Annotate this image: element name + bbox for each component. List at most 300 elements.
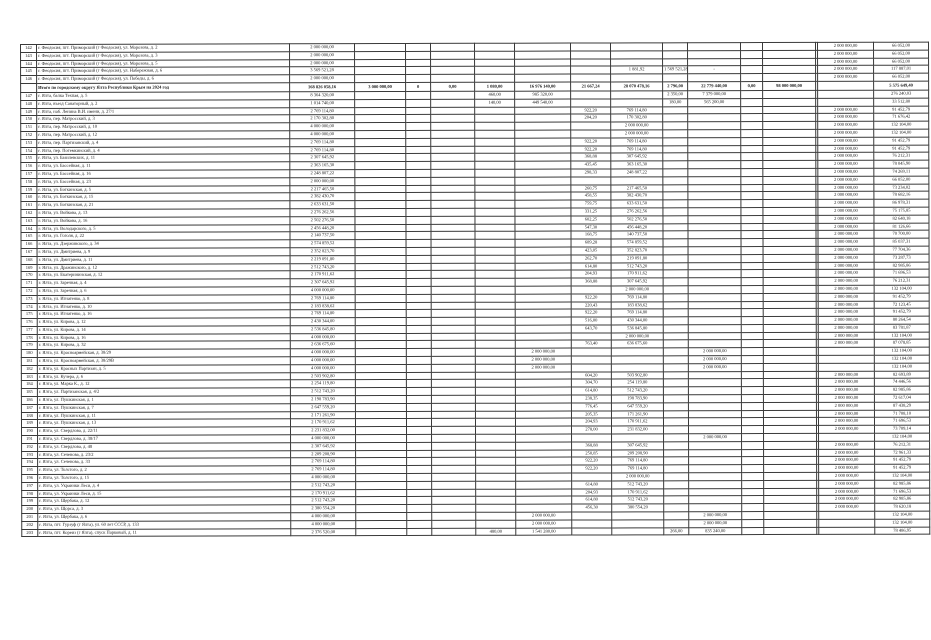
value-cell — [475, 59, 515, 67]
row-number: 148 — [21, 100, 37, 108]
value-cell — [406, 201, 431, 209]
value-cell: 2 000 000,00 — [612, 473, 664, 481]
value-cell — [763, 231, 816, 239]
value-cell — [475, 372, 515, 380]
value-cell: 922,20 — [571, 107, 611, 115]
value-cell — [741, 74, 763, 82]
value-cell — [355, 349, 406, 357]
value-cell: 5 575 649,40 — [874, 81, 929, 90]
value-cell — [355, 247, 406, 255]
value-cell: 2 000 000,00 — [818, 254, 874, 262]
value-cell — [663, 169, 688, 177]
value-cell: 2 000 000,00 — [818, 66, 874, 74]
value-cell: 82 693,89 — [874, 371, 929, 379]
value-cell — [689, 441, 742, 449]
value-cell: 298,33 — [571, 169, 611, 177]
value-cell: 2 536 845,80 — [290, 326, 355, 334]
row-number: 194 — [22, 459, 38, 467]
value-cell — [742, 488, 764, 496]
value-cell — [406, 247, 431, 255]
value-cell — [355, 201, 406, 209]
value-cell: 2 000 000,00 — [818, 309, 874, 317]
value-cell: 4 000 000,00 — [290, 123, 355, 131]
value-cell: 2 000 000,00 — [818, 192, 874, 200]
value-cell — [432, 528, 476, 536]
value-cell — [355, 75, 406, 83]
value-cell: 769 114,80 — [611, 138, 663, 146]
value-cell — [763, 387, 816, 395]
value-cell — [741, 387, 763, 395]
value-cell: 91 452,79 — [874, 293, 929, 301]
value-cell — [664, 520, 689, 528]
value-cell — [476, 442, 516, 450]
address-cell: г. Ялта, ул. Свердлова, д. 38/17 — [38, 435, 291, 443]
value-cell — [741, 301, 763, 309]
value-cell: 4 000 000,00 — [290, 131, 355, 139]
value-cell — [431, 169, 475, 177]
value-cell — [741, 418, 763, 426]
row-number: 143 — [21, 52, 37, 60]
value-cell — [515, 161, 571, 169]
value-cell — [431, 161, 475, 169]
address-cell: г. Ялта, ул. Партизанская, д. 4/2 — [37, 388, 290, 396]
address-cell: г. Ялта, ул. Свердлова, д. 22/11 — [38, 427, 291, 435]
value-cell — [662, 43, 687, 51]
value-cell — [355, 138, 406, 146]
row-number: 176 — [21, 319, 37, 327]
value-cell — [741, 340, 763, 348]
value-cell — [663, 293, 688, 301]
value-cell: 2 000 000,00 — [290, 44, 355, 52]
value-cell — [476, 520, 516, 528]
value-cell — [741, 262, 763, 270]
value-cell — [763, 332, 816, 340]
value-cell: 66 052,00 — [874, 73, 929, 81]
value-cell: 76 212,31 — [875, 441, 930, 449]
value-cell: 231 832,00 — [612, 426, 664, 434]
address-cell: г. Ялта, ул. Игнатенко, д. 8 — [37, 294, 290, 302]
value-cell: 132 104,00 — [874, 332, 929, 340]
value-cell — [688, 215, 741, 223]
value-cell — [406, 185, 431, 193]
address-cell: г. Ялта, ул. Боткинская, д. 21 — [37, 201, 290, 209]
value-cell: 368,88 — [571, 153, 611, 161]
value-cell — [406, 279, 431, 287]
value-cell — [406, 395, 431, 403]
value-cell — [741, 332, 763, 340]
value-cell — [664, 465, 689, 473]
value-cell — [688, 192, 741, 200]
value-cell — [572, 528, 612, 536]
value-cell — [741, 363, 763, 371]
value-cell: 4 000 000,00 — [291, 513, 356, 521]
value-cell — [406, 419, 431, 427]
value-cell: 2 503 902,80 — [290, 372, 355, 380]
value-cell — [356, 513, 407, 521]
value-cell: 132 104,00 — [875, 433, 930, 441]
value-cell — [742, 512, 764, 520]
value-cell: 72 961,33 — [875, 449, 930, 457]
value-cell: 217 465,50 — [611, 184, 663, 192]
value-cell — [356, 466, 407, 474]
address-cell: г. Ялта, ул. Кирова, д. 16 — [37, 333, 290, 341]
value-cell: 4 000 000,00 — [290, 287, 355, 295]
value-cell — [475, 294, 515, 302]
value-cell — [355, 43, 406, 51]
value-cell — [663, 371, 688, 379]
value-cell: 480,00 — [476, 528, 516, 536]
value-cell — [611, 356, 663, 364]
value-cell — [407, 442, 432, 450]
value-cell — [763, 98, 816, 106]
value-cell — [406, 286, 431, 294]
value-cell: 2 574 859,52 — [290, 240, 355, 248]
value-cell — [355, 310, 406, 318]
value-cell: 198 783,90 — [611, 395, 663, 403]
value-cell — [431, 341, 475, 349]
value-cell — [663, 403, 688, 411]
value-cell — [663, 301, 688, 309]
value-cell — [763, 278, 816, 286]
value-cell — [476, 458, 516, 466]
value-cell — [431, 419, 475, 427]
value-cell: 922,20 — [571, 309, 611, 317]
value-cell — [355, 193, 406, 201]
value-cell: 2 248 807,22 — [290, 170, 355, 178]
value-cell — [515, 395, 571, 403]
value-cell — [764, 441, 817, 449]
value-cell — [515, 380, 571, 388]
value-cell: 66 052,00 — [874, 50, 929, 58]
value-cell — [663, 153, 688, 161]
value-cell — [742, 434, 764, 442]
value-cell — [475, 169, 515, 177]
value-cell — [475, 387, 515, 395]
address-cell: г. Ялта, пер. Партизанский, д. 4 — [37, 139, 290, 147]
value-cell: 66 052,00 — [874, 58, 929, 66]
value-cell — [475, 216, 515, 224]
value-cell — [763, 161, 816, 169]
address-cell: г. Ялта, ул. Дражинского, д. 12 — [37, 263, 290, 271]
value-cell: 456,30 — [572, 504, 612, 512]
address-cell: г. Ялта, пгт. Гурзуф (г Ялта), ул. 60 лет СССР, д. 133 — [38, 521, 291, 529]
row-number: 173 — [21, 295, 37, 303]
value-cell: 204,20 — [571, 114, 611, 122]
value-cell — [763, 239, 816, 247]
value-cell — [475, 263, 515, 271]
row-number: 147 — [21, 92, 37, 100]
value-cell — [475, 325, 515, 333]
value-cell — [475, 271, 515, 279]
address-cell: г. Ялта, ул. Красных Партизан, д. 5 — [37, 365, 290, 373]
value-cell: 2 307 645,92 — [291, 442, 356, 450]
value-cell — [763, 340, 816, 348]
value-cell — [688, 145, 741, 153]
value-cell — [406, 232, 431, 240]
value-cell — [431, 403, 475, 411]
address-cell: г. Ялта, ул. Дзержинского, д. 34 — [37, 240, 290, 248]
value-cell: 74 446,56 — [874, 379, 929, 387]
value-cell — [475, 364, 515, 372]
value-cell — [406, 224, 431, 232]
value-cell — [515, 239, 571, 247]
value-cell — [406, 130, 431, 138]
row-number: 179 — [21, 342, 37, 350]
value-cell — [431, 99, 475, 107]
value-cell — [572, 434, 612, 442]
value-cell — [515, 270, 571, 278]
value-cell — [663, 215, 688, 223]
value-cell — [819, 433, 875, 441]
value-cell — [741, 215, 763, 223]
value-cell: 2 000 000,00 — [818, 145, 874, 153]
row-number: 169 — [21, 264, 37, 272]
value-cell: 2 000 000,00 — [611, 130, 663, 138]
value-cell — [571, 122, 611, 130]
value-cell — [688, 50, 741, 58]
value-cell — [611, 364, 663, 372]
value-cell: 2 000 000,00 — [818, 277, 874, 285]
value-cell: 2 502 276,50 — [290, 216, 355, 224]
value-cell — [663, 270, 688, 278]
value-cell: 2 430 344,00 — [290, 318, 355, 326]
value-cell — [406, 67, 431, 75]
value-cell — [406, 51, 431, 59]
value-cell — [475, 356, 515, 364]
value-cell — [763, 207, 816, 215]
value-cell: 2 000 000,00 — [290, 75, 355, 83]
value-cell — [819, 527, 875, 535]
value-cell — [819, 519, 875, 527]
value-cell — [664, 504, 689, 512]
value-cell — [476, 450, 516, 458]
value-cell — [407, 458, 432, 466]
value-cell: 71 696,53 — [874, 418, 929, 426]
value-cell — [475, 177, 515, 185]
value-cell — [475, 348, 515, 356]
value-cell — [406, 318, 431, 326]
value-cell: 171 261,90 — [611, 410, 663, 418]
value-cell: 2 647 559,20 — [290, 403, 355, 411]
value-cell — [764, 504, 817, 512]
value-cell: 2 000 000,00 — [689, 519, 742, 527]
row-number: 155 — [21, 155, 37, 163]
address-cell: г. Ялта, ул. Пушкинская, д. 1 — [37, 396, 290, 404]
value-cell — [515, 66, 571, 74]
value-cell — [742, 465, 764, 473]
value-cell: 117 887,01 — [874, 66, 929, 74]
address-cell: г. Ялта, ул. Бассейная, д. 16 — [37, 170, 290, 178]
value-cell: 87 438,29 — [874, 402, 929, 410]
value-cell — [431, 263, 475, 271]
row-number: 146 — [21, 76, 37, 84]
value-cell: 82 985,86 — [874, 262, 929, 270]
address-cell: г. Ялта, ул. Красноармейская, д. 38/29В — [37, 357, 290, 365]
row-number: 170 — [21, 272, 37, 280]
value-cell — [431, 356, 475, 364]
value-cell — [431, 122, 475, 130]
value-cell: 71 696,53 — [875, 488, 930, 496]
value-cell: 2 000 000,00 — [819, 426, 875, 434]
value-cell — [740, 43, 762, 51]
value-cell — [571, 356, 611, 364]
value-cell: 2 000 000,00 — [818, 160, 874, 168]
value-cell: 763,40 — [571, 340, 611, 348]
value-cell — [475, 138, 515, 146]
value-cell: 2 000 000,00 — [818, 176, 874, 184]
value-cell: 2 000 000,00 — [818, 238, 874, 246]
value-cell: 502 276,50 — [611, 216, 663, 224]
value-cell: 2 000 000,00 — [818, 402, 874, 410]
value-cell: 2 000 000,00 — [689, 434, 742, 442]
value-cell: 2 000 000,00 — [516, 520, 572, 528]
value-cell — [431, 372, 475, 380]
value-cell: 276 262,56 — [611, 208, 663, 216]
value-cell — [355, 263, 406, 271]
value-cell — [431, 239, 475, 247]
value-cell: 307 645,92 — [611, 278, 663, 286]
row-number: 197 — [22, 482, 38, 490]
value-cell — [432, 489, 476, 497]
value-cell — [355, 333, 406, 341]
value-cell — [741, 324, 763, 332]
value-cell — [664, 473, 689, 481]
value-cell — [688, 130, 741, 138]
value-cell — [688, 74, 741, 82]
value-cell — [476, 512, 516, 520]
value-cell — [431, 364, 475, 372]
value-cell — [741, 348, 763, 356]
value-cell — [406, 75, 431, 83]
value-cell — [432, 497, 476, 505]
value-cell — [818, 98, 874, 106]
value-cell: 512 743,20 — [612, 496, 664, 504]
value-cell — [688, 332, 741, 340]
value-cell — [818, 363, 874, 371]
value-cell: 2 456 448,20 — [290, 224, 355, 232]
value-cell — [515, 192, 571, 200]
value-cell: 2 000 000,00 — [818, 379, 874, 387]
value-cell — [476, 497, 516, 505]
value-cell — [818, 355, 874, 363]
value-cell: 2 000 000,00 — [818, 199, 874, 207]
value-cell — [688, 208, 741, 216]
value-cell — [689, 480, 742, 488]
row-number: 149 — [21, 108, 37, 116]
value-cell — [688, 200, 741, 208]
value-cell: 0,00 — [741, 82, 763, 91]
value-cell — [663, 239, 688, 247]
value-cell — [664, 426, 689, 434]
value-cell — [474, 43, 514, 51]
value-cell — [688, 418, 741, 426]
value-cell — [763, 74, 816, 82]
row-number: 145 — [21, 68, 37, 76]
value-cell — [406, 138, 431, 146]
address-cell: г. Ялта, ул. Толстого, д. 2 — [38, 466, 291, 474]
value-cell — [612, 512, 664, 520]
address-cell: г. Ялта, ул. Толстого, д. 15 — [38, 474, 291, 482]
row-number: 161 — [21, 202, 37, 210]
address-cell: г. Ялта, ул. Пушкинская, д. 7 — [37, 404, 290, 412]
value-cell — [688, 239, 741, 247]
value-cell: 2 380 554,20 — [291, 505, 356, 513]
value-cell — [356, 427, 407, 435]
value-cell — [407, 450, 432, 458]
value-cell — [406, 193, 431, 201]
row-number: 160 — [21, 194, 37, 202]
value-cell: 2 140 737,50 — [290, 232, 355, 240]
value-cell — [431, 294, 475, 302]
address-cell: г. Ялта, ул. Игнатенко, д. 10 — [37, 302, 290, 310]
budget-register-sheet — [20, 42, 913, 636]
value-cell: 2 307 645,92 — [290, 154, 355, 162]
value-cell — [431, 333, 475, 341]
value-cell — [356, 474, 407, 482]
value-cell — [431, 255, 475, 263]
row-number: 159 — [21, 186, 37, 194]
value-cell: 2 000 000,00 — [818, 153, 874, 161]
value-cell — [663, 254, 688, 262]
address-cell: г. Ялта, ул. Бассейная, д. 23 — [37, 178, 290, 186]
value-cell — [763, 176, 816, 184]
value-cell — [406, 216, 431, 224]
value-cell: 2 170 911,62 — [290, 419, 355, 427]
value-cell: 82 640,18 — [874, 215, 929, 223]
value-cell — [475, 419, 515, 427]
value-cell — [610, 43, 662, 51]
row-number: 164 — [21, 225, 37, 233]
value-cell: 2 512 743,20 — [290, 263, 355, 271]
value-cell — [406, 255, 431, 263]
row-number: 190 — [22, 428, 38, 436]
value-cell: 2 000 000,00 — [688, 356, 741, 364]
value-cell: 2 000 000,00 — [818, 231, 874, 239]
value-cell — [431, 411, 475, 419]
value-cell — [475, 130, 515, 138]
value-cell: 2 000 000,00 — [818, 301, 874, 309]
value-cell — [406, 349, 431, 357]
value-cell: 4 000 000,00 — [290, 357, 355, 365]
value-cell — [741, 278, 763, 286]
value-cell — [663, 192, 688, 200]
row-number: 162 — [21, 209, 37, 217]
value-cell — [689, 449, 742, 457]
value-cell: 2 000 000,00 — [818, 394, 874, 402]
value-cell: 170 911,62 — [611, 418, 663, 426]
value-cell: 430 344,00 — [611, 317, 663, 325]
value-cell — [431, 115, 475, 123]
value-cell — [355, 169, 406, 177]
value-cell — [570, 43, 610, 51]
value-cell — [515, 138, 571, 146]
address-cell: г. Ялта, пер. Матросский, д. 10 — [37, 123, 290, 131]
value-cell — [516, 481, 572, 489]
address-cell: г. Ялта, ул. Свердлова, д. 48 — [38, 443, 291, 451]
value-cell — [475, 333, 515, 341]
value-cell — [663, 262, 688, 270]
value-cell: 2 000 000,00 — [819, 503, 875, 511]
value-cell — [432, 450, 476, 458]
value-cell — [688, 317, 741, 325]
value-cell — [475, 403, 515, 411]
value-cell: 183 838,62 — [611, 301, 663, 309]
value-cell — [664, 434, 689, 442]
value-cell: 449 540,00 — [515, 99, 571, 107]
address-cell: г. Ялта, ул. Гоголя, д. 22 — [37, 232, 290, 240]
value-cell — [356, 442, 407, 450]
value-cell: 604,20 — [571, 372, 611, 380]
